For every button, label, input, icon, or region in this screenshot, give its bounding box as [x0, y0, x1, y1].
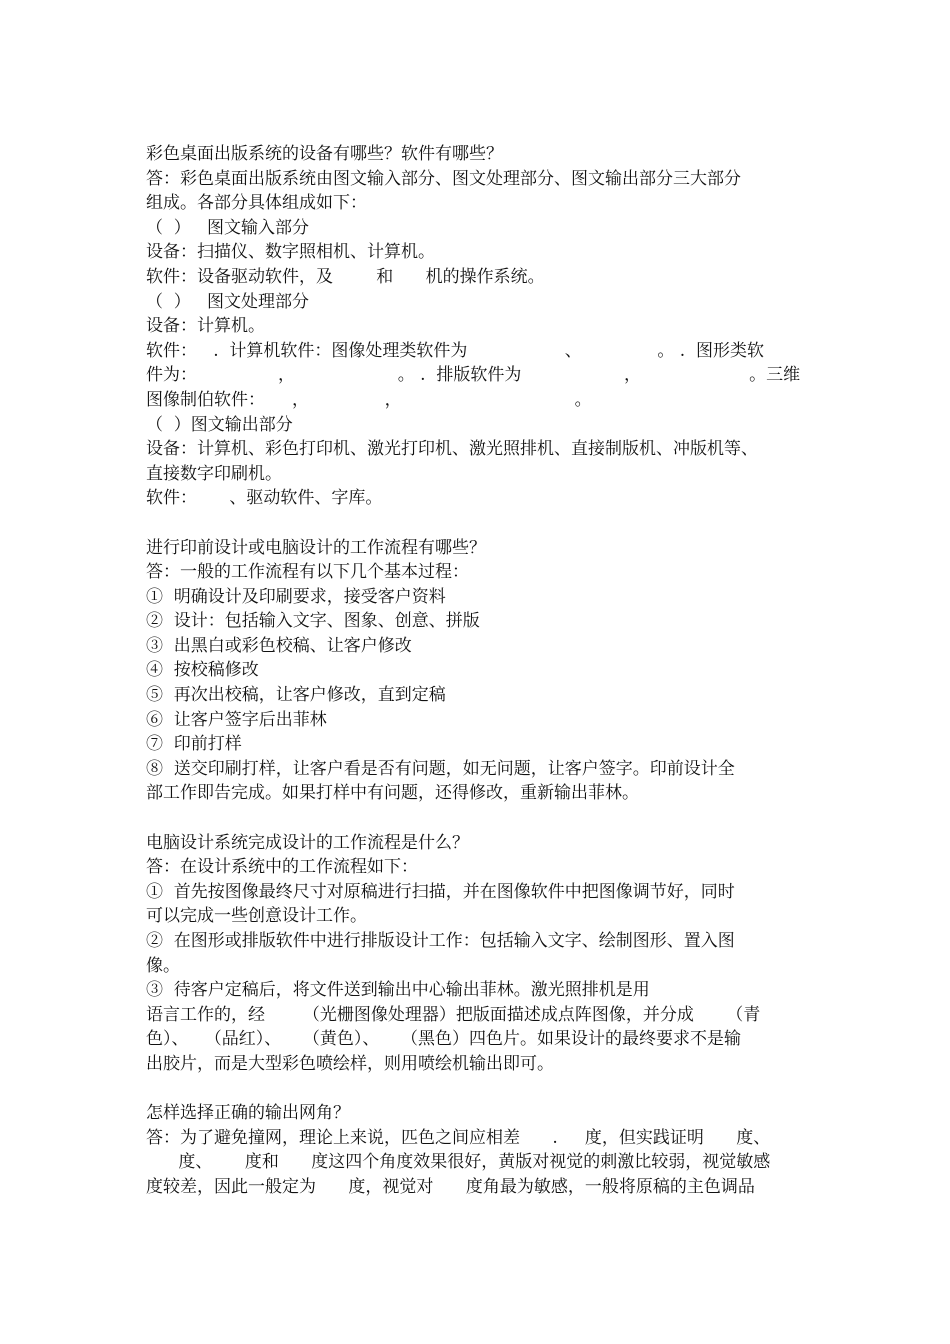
text-line: 色）、 （品红）、 （黄色）、 （黑色）四色片。如果设计的最终要求不是输 — [146, 1029, 741, 1050]
list-item: ④ 按校稿修改 — [146, 660, 259, 681]
question-heading: 怎样选择正确的输出网角？ — [146, 1103, 350, 1124]
list-item: ① 首先按图像最终尺寸对原稿进行扫描，并在图像软件中把图像调节好，同时 — [146, 881, 735, 902]
document-page — [146, 142, 810, 1200]
text-line: 设备：扫描仪、数字照相机、计算机。 — [146, 242, 435, 263]
text-line: 答：彩色桌面出版系统由图文输入部分、图文处理部分、图文输出部分三大部分 — [146, 168, 741, 189]
text-line: 度、 度和 度这四个角度效果很好，黄版对视觉的刺激比较弱，视觉敏感 — [146, 1152, 771, 1173]
list-item: ⑧ 送交印刷打样，让客户看是否有问题，如无问题，让客户签字。印前设计全 — [146, 758, 735, 779]
text-line: 直接数字印刷机。 — [146, 463, 282, 484]
text-line: 图像制伯软件： ， ， 。 — [146, 389, 592, 410]
text-line: 答：为了避免撞网，理论上来说，匹色之间应相差 . 度，但实践证明 度、 — [146, 1127, 771, 1148]
paragraph-gap — [146, 1077, 810, 1102]
text-line: 件为： ， 。 . 排版软件为 ， 。三维 — [146, 365, 801, 386]
text-line: 设备：计算机。 — [146, 316, 265, 337]
list-item: ⑤ 再次出校稿，让客户修改，直到定稿 — [146, 685, 446, 706]
text-line: 软件： 、驱动软件、字库。 — [146, 488, 383, 509]
text-line: 软件：设备驱动软件，及 和 机的操作系统。 — [146, 266, 545, 287]
text-line: 像。 — [146, 955, 180, 976]
text-line: （ ） 图文处理部分 — [146, 291, 310, 312]
list-item: ① 明确设计及印刷要求，接受客户资料 — [146, 586, 446, 607]
section-3 — [146, 831, 810, 1077]
text-line: 部工作即告完成。如果打样中有问题，还得修改，重新输出菲林。 — [146, 783, 639, 804]
text-line: 出胶片，而是大型彩色喷绘样，则用喷绘机输出即可。 — [146, 1053, 554, 1074]
list-item: ② 设计：包括输入文字、图象、创意、拼版 — [146, 611, 480, 632]
list-item: ⑦ 印前打样 — [146, 734, 242, 755]
text-line: （ ） 图文输入部分 — [146, 217, 310, 238]
list-item: ② 在图形或排版软件中进行排版设计工作：包括输入文字、绘制图形、置入图 — [146, 931, 735, 951]
text-line: 软件： . 计算机软件：图像处理类软件为 、 。 . 图形类软 — [146, 340, 764, 361]
text-line: （ ）图文输出部分 — [146, 414, 293, 435]
text-line: 度较差，因此一般定为 度，视觉对 度角最为敏感，一般将原稿的主色调品 — [146, 1176, 755, 1197]
section-4 — [146, 1101, 810, 1199]
list-item: ③ 出黑白或彩色校稿、让客户修改 — [146, 635, 412, 656]
question-heading: 彩色桌面出版系统的设备有哪些？软件有哪些？ — [146, 144, 503, 164]
section-2 — [146, 536, 810, 807]
list-item: ③ 待客户定稿后，将文件送到输出中心输出菲林。激光照排机是用 — [146, 980, 650, 1001]
question-heading: 电脑设计系统完成设计的工作流程是什么？ — [146, 832, 469, 853]
text-line: 答：在设计系统中的工作流程如下： — [146, 857, 418, 878]
text-line: 设备：计算机、彩色打印机、激光打印机、激光照排机、直接制版机、冲版机等、 — [146, 439, 758, 460]
text-line: 组成。各部分具体组成如下： — [146, 193, 367, 214]
question-heading: 进行印前设计或电脑设计的工作流程有哪些？ — [146, 537, 486, 558]
text-line: 语言工作的，经 （光栅图像处理器）把版面描述成点阵图像，并分成 （青 — [146, 1004, 761, 1025]
text-line: 可以完成一些创意设计工作。 — [146, 906, 367, 927]
paragraph-gap — [146, 806, 810, 831]
text-line: 答：一般的工作流程有以下几个基本过程： — [146, 562, 469, 583]
section-1 — [146, 142, 810, 511]
list-item: ⑥ 让客户签字后出菲林 — [146, 709, 327, 730]
paragraph-gap — [146, 511, 810, 536]
